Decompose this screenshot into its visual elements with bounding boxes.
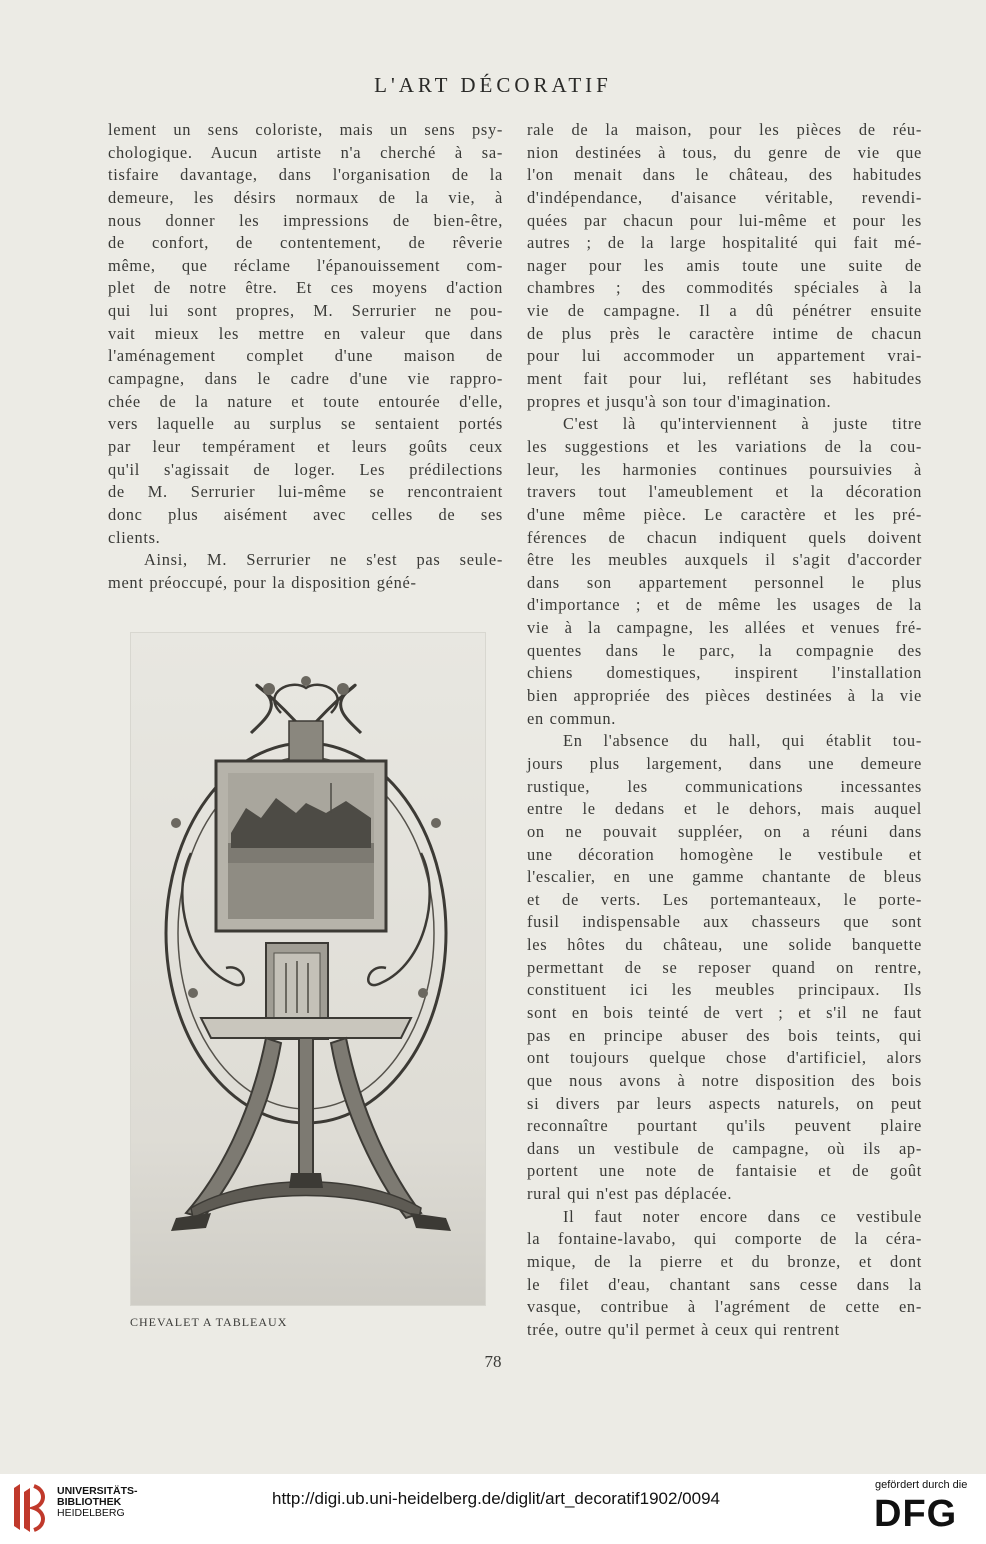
text-line: on ne pouvait suppléer, on a réuni dans <box>527 821 922 841</box>
easel-drawing <box>131 633 485 1305</box>
text-line: C'est là qu'interviennent à juste titre <box>563 414 922 434</box>
text-line: nion destinées à tous, du genre de vie que <box>527 142 922 162</box>
text-line: Il faut noter encore dans ce vestibule <box>563 1206 922 1226</box>
text-line: l'escalier, en une gamme chantante de bleus <box>527 867 922 887</box>
text-line: jours plus largement, dans une demeure <box>527 753 922 773</box>
text-line: même, que réclame l'épanouissement com- <box>108 255 503 275</box>
text-line: rale de la maison, pour les pièces de réu- <box>527 120 922 139</box>
figure-caption: CHEVALET A TABLEAUX <box>130 1315 288 1329</box>
library-name-line-1: UNIVERSITÄTS- <box>57 1485 138 1497</box>
text-line: fusil indispensable aux chasseurs que sont <box>527 912 922 932</box>
text-line: leur, les harmonies continues poursuivies à <box>527 459 922 479</box>
text-line: Ainsi, M. Serrurier ne s'est pas seule- <box>144 550 503 570</box>
text-line: vie de campagne. Il a dû pénétrer ensuite <box>527 301 922 321</box>
right-text-column <box>527 119 922 1342</box>
text-line: propres et jusqu'à son tour d'imagination. <box>527 391 832 411</box>
funding-text: gefördert durch die <box>875 1479 968 1491</box>
text-line: dans son appartement personnel le plus <box>527 572 922 592</box>
text-line: reconnaître pourtant qu'ils peuvent plaire <box>527 1116 922 1136</box>
text-line: quentes dans le parc, la compagnie des <box>527 640 922 660</box>
text-line: rustique, les communications incessantes <box>527 776 922 796</box>
text-line: ment préoccupé, pour la disposition géné- <box>108 572 417 592</box>
text-line: les suggestions et les variations de la cou- <box>527 436 922 456</box>
text-line: d'une même pièce. Le caractère et les pré- <box>527 504 922 524</box>
text-line: portent une note de fantaisie et de goût <box>527 1161 922 1181</box>
framed-painting <box>216 761 386 931</box>
text-line: vasque, contribue à l'agrément de cette en- <box>527 1297 922 1317</box>
text-line: de M. Serrurier lui-même se rencontraient <box>108 482 503 502</box>
text-line: si divers par leurs aspects naturels, on peut <box>527 1093 922 1113</box>
text-line: dans un vestibule de campagne, où ils ap- <box>527 1138 922 1158</box>
text-line: vait mieux les mettre en valeur que dans <box>108 323 503 343</box>
text-line: tisfaire davantage, dans l'organisation de la <box>108 165 503 185</box>
text-line: demeure, les désirs normaux de la vie, à <box>108 187 503 207</box>
footer-bar <box>0 1474 986 1544</box>
text-line: férences de chacun indiquent quels doivent <box>527 527 922 547</box>
text-line: rural qui n'est pas déplacée. <box>527 1184 733 1204</box>
text-line: constituent ici les meubles principaux. Ils <box>527 980 922 1000</box>
text-line: entre le dedans et le dehors, mais auquel <box>527 799 922 819</box>
text-line: et de verts. Les portemanteaux, le porte- <box>527 889 922 909</box>
text-line: bien appropriée des pièces destinées à la vie <box>527 686 922 706</box>
library-name <box>57 1486 138 1519</box>
text-line: lement un sens coloriste, mais un sens psy- <box>108 120 503 139</box>
text-line: par leur tempérament et leurs goûts ceux <box>108 436 503 456</box>
text-line: clients. <box>108 527 161 547</box>
text-line: pour lui accommoder un appartement vrai- <box>527 346 922 366</box>
text-line: mique, de la pierre et du bronze, et dont <box>527 1252 922 1272</box>
text-line: donc plus aisément avec celles de ses <box>108 504 503 524</box>
text-line: permettant de se reposer quand on rentre, <box>527 957 922 977</box>
running-head: L'ART DÉCORATIF <box>374 73 612 97</box>
text-line: en commun. <box>527 708 617 728</box>
text-line: ment fait pour lui, reflétant ses habitudes <box>527 369 922 389</box>
text-line: l'on menait dans le château, des habitudes <box>527 165 922 185</box>
text-line: autres ; de la large hospitalité qui fait mé- <box>527 233 922 253</box>
text-line: qu'il s'agissait de loger. Les prédilections <box>108 459 503 479</box>
text-line: chologique. Aucun artiste n'a cherché à sa- <box>108 142 503 162</box>
text-line: l'aménagement complet d'une maison de <box>108 346 503 366</box>
text-line: chée de la nature et toute entourée d'elle, <box>108 391 503 411</box>
library-name-line-2: BIBLIOTHEK <box>57 1496 122 1508</box>
text-line: la fontaine-lavabo, qui comporte de la céra- <box>527 1229 922 1249</box>
text-line: ont toujours quelque chose d'artificiel, alors <box>527 1048 922 1068</box>
university-library-logo-icon <box>10 1482 50 1538</box>
text-line: vers laquelle au surplus se sentaient portés <box>108 414 503 434</box>
text-line: trée, outre qu'il permet à ceux qui rentrent <box>527 1319 840 1339</box>
text-line: sont en bois teinté de vert ; et s'il ne faut <box>527 1002 922 1022</box>
text-line: une décoration homogène le vestibule et <box>527 844 922 864</box>
text-line: nager pour les amis toute une suite de <box>527 255 922 275</box>
text-line: de plus près le caractère intime de chacun <box>527 323 922 343</box>
text-line: quées par chacun pour lui-même et pour les <box>527 210 922 230</box>
text-line: d'importance ; et de même les usages de la <box>527 595 922 615</box>
text-line: qui lui sont propres, M. Serrurier ne pou- <box>108 301 503 321</box>
left-text-column <box>108 119 503 594</box>
text-line: plet de notre être. Et ces moyens d'action <box>108 278 503 298</box>
source-url-link[interactable]: http://digi.ub.uni-heidelberg.de/diglit/art_decoratif1902/0094 <box>272 1489 720 1508</box>
text-line: campagne, dans le cadre d'une vie rappro- <box>108 369 503 389</box>
text-line: le filet d'eau, chantant sans cesse dans la <box>527 1274 922 1294</box>
text-line: pas en principe abuser des bois teints, qui <box>527 1025 922 1045</box>
text-line: d'indépendance, d'aisance véritable, revendi- <box>527 187 922 207</box>
text-line: vie à la campagne, les allées et venues fré- <box>527 618 922 638</box>
page-number: 78 <box>484 1352 502 1371</box>
text-line: être les meubles auxquels il s'agit d'accorder <box>527 550 922 570</box>
text-line: que nous avons à notre disposition des bois <box>527 1070 922 1090</box>
easel-illustration <box>130 632 486 1306</box>
text-line: chiens domestiques, inspirent l'installation <box>527 663 922 683</box>
text-line: les hôtes du château, une solide banquette <box>527 935 922 955</box>
text-line: chambres ; des commodités spéciales à la <box>527 278 922 298</box>
library-name-line-3: HEIDELBERG <box>57 1507 125 1519</box>
text-line: travers tout l'ameublement et la décoration <box>527 482 922 502</box>
text-line: nous donner les impressions de bien-être, <box>108 210 503 230</box>
text-line: En l'absence du hall, qui établit tou- <box>563 731 922 751</box>
text-line: de confort, de contentement, de rêverie <box>108 233 503 253</box>
dfg-logo: DFG <box>874 1493 958 1535</box>
